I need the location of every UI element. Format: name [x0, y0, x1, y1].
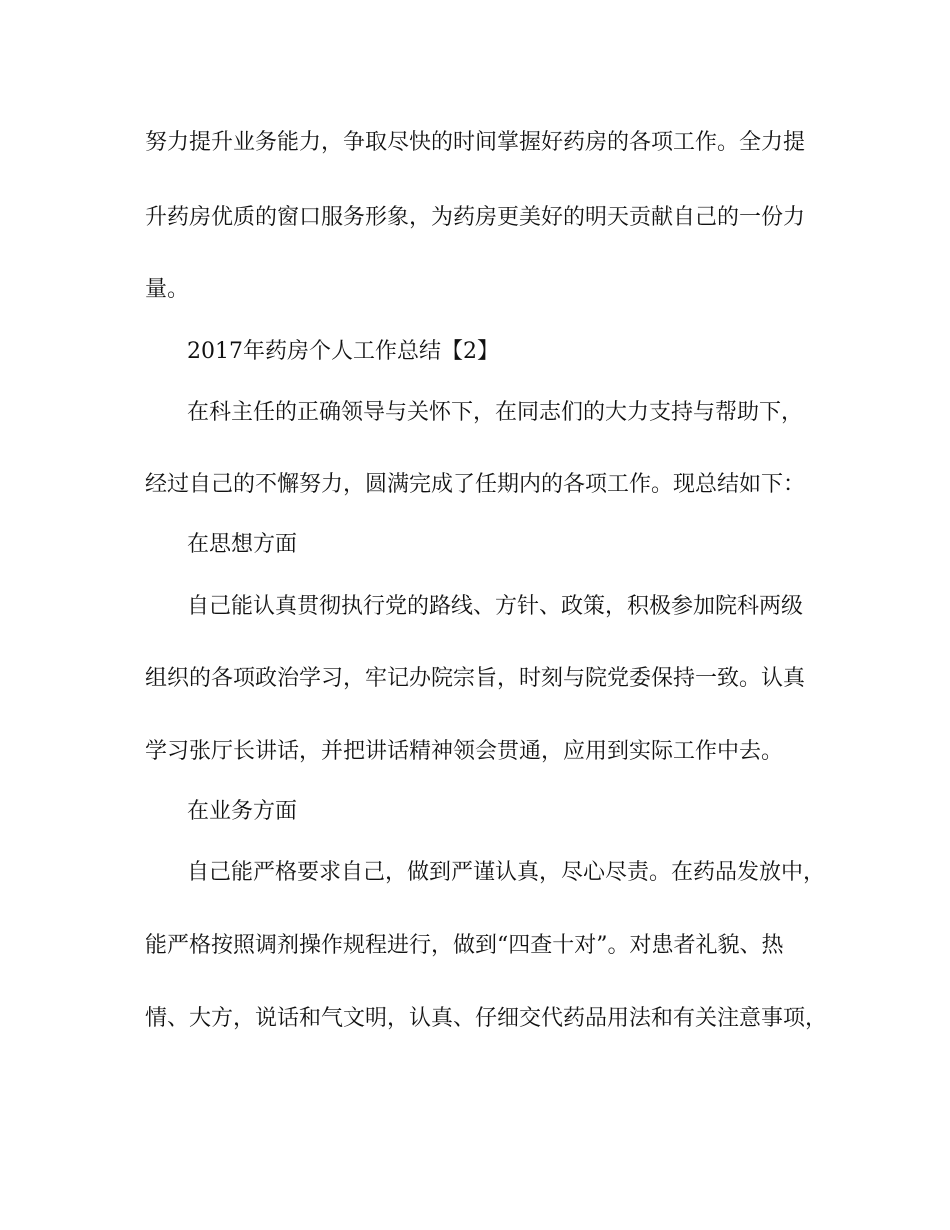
paragraph-line: 自己能严格要求自己，做到严谨认真，尽心尽责。在药品发放中， — [187, 860, 826, 885]
paragraph-line: 量。 — [145, 277, 190, 302]
paragraph-line: 学习张厅长讲话，并把讲话精神领会贯通，应用到实际工作中去。 — [145, 739, 784, 764]
paragraph-line: 自己能认真贯彻执行党的路线、方针、政策，积极参加院科两级 — [187, 594, 804, 619]
paragraph-line: 在科主任的正确领导与关怀下，在同志们的大力支持与帮助下， — [187, 400, 804, 425]
paragraph-line: 经过自己的不懈努力，圆满完成了任期内的各项工作。现总结如下： — [145, 472, 806, 497]
subsection-heading: 在业务方面 — [187, 799, 298, 824]
paragraph-line: 能严格按照调剂操作规程进行，做到“四查十对”。对患者礼貌、热 — [145, 933, 784, 958]
paragraph-line: 努力提升业务能力，争取尽快的时间掌握好药房的各项工作。全力提 — [145, 130, 806, 155]
paragraph-line: 升药房优质的窗口服务形象，为药房更美好的明天贡献自己的一份力 — [145, 205, 806, 230]
subsection-heading: 在思想方面 — [187, 532, 298, 557]
section-heading: 2017年药房个人工作总结【2】 — [187, 339, 499, 364]
paragraph-line: 组织的各项政治学习，牢记办院宗旨，时刻与院党委保持一致。认真 — [145, 666, 806, 691]
paragraph-line: 情、大方，说话和气文明，认真、仔细交代药品用法和有关注意事项， — [145, 1006, 828, 1031]
